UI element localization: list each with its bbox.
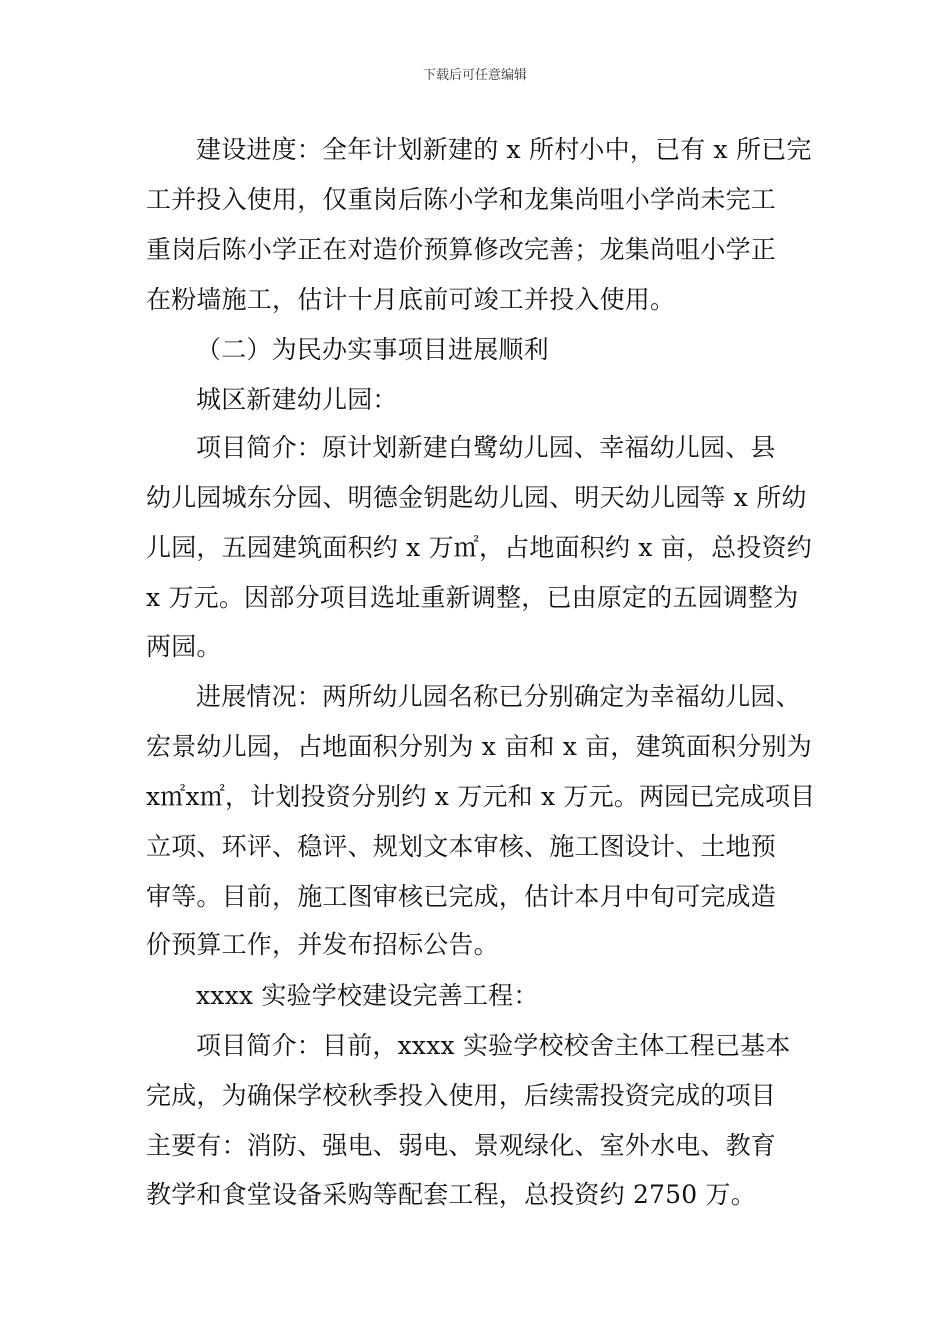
section-heading: （二）为民办实事项目进展顺利 [196, 335, 549, 364]
text-line: 项目简介：目前，xxxx 实验学校校舍主体工程已基本 [196, 1031, 791, 1060]
text-line: 建设进度：全年计划新建的 x 所村小中，已有 x 所已完 [196, 135, 812, 164]
text-line: 两园。 [146, 632, 222, 661]
text-line: 幼儿园城东分园、明德金钥匙幼儿园、明天幼儿园等 x 所幼 [146, 483, 807, 512]
text-line: 项目简介：原计划新建白鹭幼儿园、幸福幼儿园、县 [196, 433, 776, 462]
text-line: 工并投入使用，仅重岗后陈小学和龙集尚咀小学尚未完工 [146, 185, 777, 214]
subheading: 城区新建幼儿园： [196, 385, 398, 414]
text-line: 完成，为确保学校秋季投入使用，后续需投资完成的项目 [146, 1081, 777, 1110]
text-line: 宏景幼儿园，占地面积分别为 x 亩和 x 亩，建筑面积分别为 [146, 732, 812, 761]
text-line: 价预算工作，并发布招标公告。 [146, 930, 499, 959]
text-line: 立项、环评、稳评、规划文本审核、施工图设计、土地预 [146, 832, 777, 861]
text-line: 进展情况：两所幼儿园名称已分别确定为幸福幼儿园、 [196, 682, 801, 711]
page-header: 下载后可任意编辑 [422, 68, 527, 83]
text-line: 重岗后陈小学正在对造价预算修改完善；龙集尚咀小学正 [146, 235, 777, 264]
text-line: 在粉墙施工，估计十月底前可竣工并投入使用。 [146, 285, 676, 314]
text-line: x㎡x㎡，计划投资分别约 x 万元和 x 万元。两园已完成项目 [146, 782, 816, 811]
subheading: xxxx 实验学校建设完善工程： [196, 981, 539, 1010]
text-line: x 万元。因部分项目选址重新调整，已由原定的五园调整为 [146, 583, 799, 612]
text-line: 主要有：消防、强电、弱电、景观绿化、室外水电、教育 [146, 1131, 777, 1160]
text-line: 儿园，五园建筑面积约 x 万㎡，占地面积约 x 亩，总投资约 [146, 533, 812, 562]
text-line: 审等。目前，施工图审核已完成，估计本月中旬可完成造 [146, 882, 777, 911]
text-line: 教学和食堂设备采购等配套工程，总投资约 2750 万。 [146, 1180, 756, 1209]
